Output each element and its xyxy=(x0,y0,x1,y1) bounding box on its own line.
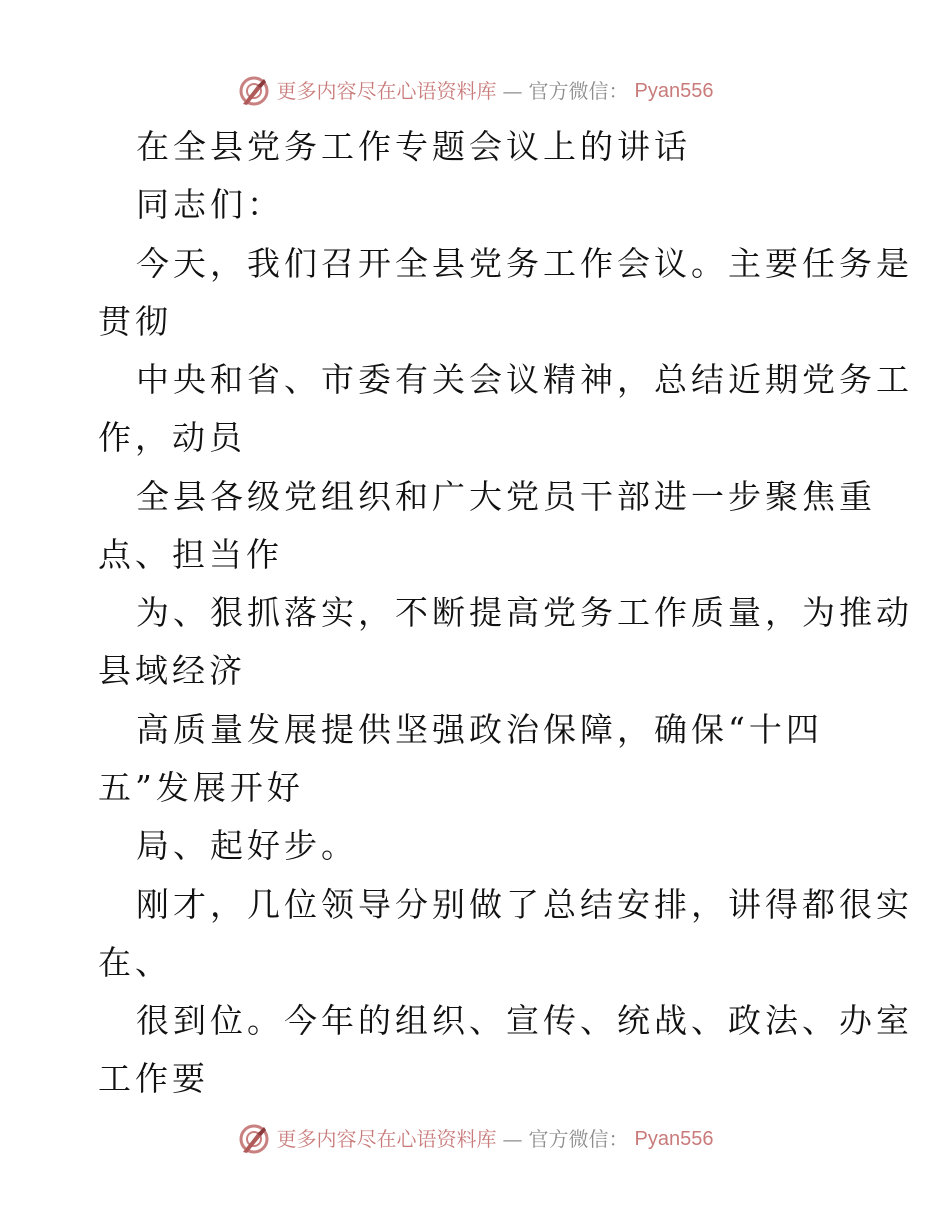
banner-dash: — xyxy=(502,1127,523,1151)
banner-wechat-label: 官方微信： xyxy=(528,79,629,103)
banner-handle: Pyan556 xyxy=(634,1128,714,1150)
paragraph-line: 作，动员 xyxy=(98,418,246,457)
banner-wechat-label: 官方微信： xyxy=(528,1127,629,1151)
paragraph-line: 全县各级党组织和广大党员干部进一步聚焦重 xyxy=(136,477,876,516)
paragraph-line: 贯彻 xyxy=(98,302,172,341)
footer-banner xyxy=(0,1117,950,1161)
paragraph-line: 为、狠抓落实，不断提高党务工作质量，为推动 xyxy=(136,593,913,632)
paragraph-line: 县域经济 xyxy=(98,651,246,690)
paragraph-line: 中央和省、市委有关会议精神，总结近期党务工 xyxy=(136,360,913,399)
paragraph-line: 点、担当作 xyxy=(98,535,283,574)
paragraph-line: 高质量发展提供坚强政治保障，确保“十四 xyxy=(136,710,823,749)
banner-dash: — xyxy=(502,79,523,103)
salutation: 同志们： xyxy=(136,185,284,224)
paragraph-line: 刚才，几位领导分别做了总结安排，讲得都很实 xyxy=(136,885,913,924)
banner-main-text: 更多内容尽在心语资料库 xyxy=(276,1127,497,1151)
pen-circle-logo-icon xyxy=(237,74,271,108)
paragraph-line: 局、起好步。 xyxy=(136,826,358,865)
paragraph-line: 工作要 xyxy=(98,1059,209,1098)
paragraph-line: 今天，我们召开全县党务工作会议。主要任务是 xyxy=(136,244,913,283)
banner-handle: Pyan556 xyxy=(634,80,714,102)
paragraph-line: 在、 xyxy=(98,943,172,982)
paragraph-line: 很到位。今年的组织、宣传、统战、政法、办室 xyxy=(136,1001,913,1040)
document-title: 在全县党务工作专题会议上的讲话 xyxy=(136,127,691,166)
paragraph-line: 五”发展开好 xyxy=(98,768,304,807)
banner-main-text: 更多内容尽在心语资料库 xyxy=(276,79,497,103)
header-banner xyxy=(0,69,950,113)
pen-circle-logo-icon xyxy=(237,1122,271,1156)
